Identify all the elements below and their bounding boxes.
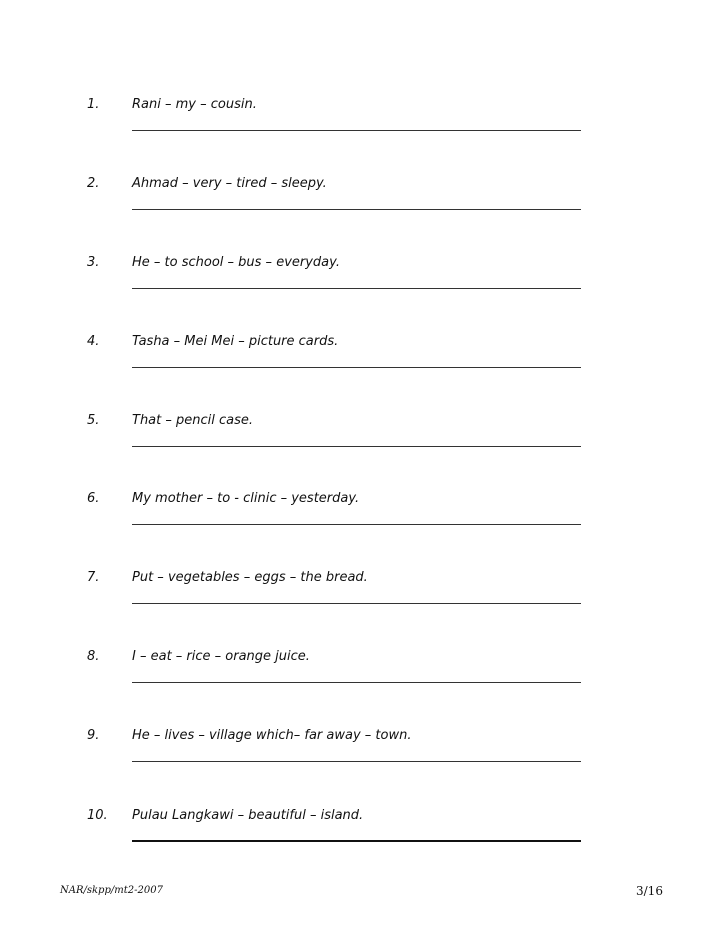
question-text: I – eat – rice – orange juice. xyxy=(132,649,310,664)
question-number: 10. xyxy=(87,808,108,823)
answer-line[interactable] xyxy=(132,130,581,131)
question-item xyxy=(0,649,728,709)
question-number: 4. xyxy=(87,334,100,349)
question-number: 7. xyxy=(87,570,100,585)
question-text: Tasha – Mei Mei – picture cards. xyxy=(132,334,339,349)
answer-line[interactable] xyxy=(132,446,581,447)
question-item xyxy=(0,808,728,868)
answer-line[interactable] xyxy=(132,603,581,604)
question-number: 2. xyxy=(87,176,100,191)
question-number: 3. xyxy=(87,255,100,270)
answer-line[interactable] xyxy=(132,682,581,683)
question-number: 9. xyxy=(87,728,100,743)
question-item xyxy=(0,491,728,551)
question-text: That – pencil case. xyxy=(132,413,254,428)
question-text: Pulau Langkawi – beautiful – island. xyxy=(132,808,364,823)
question-number: 6. xyxy=(87,491,100,506)
question-number: 5. xyxy=(87,413,100,428)
answer-line[interactable] xyxy=(132,524,581,525)
question-text: Rani – my – cousin. xyxy=(132,97,257,112)
question-text: He – to school – bus – everyday. xyxy=(132,255,340,270)
question-text: He – lives – village which– far away – town. xyxy=(132,728,412,743)
question-item xyxy=(0,255,728,315)
question-text: My mother – to - clinic – yesterday. xyxy=(132,491,360,506)
answer-line[interactable] xyxy=(132,209,581,210)
document-code: NAR/skpp/mt2-2007 xyxy=(60,885,163,896)
answer-line[interactable] xyxy=(132,367,581,368)
question-item xyxy=(0,176,728,236)
question-item xyxy=(0,334,728,394)
page-number: 3/16 xyxy=(636,884,663,898)
answer-line[interactable] xyxy=(132,288,581,289)
question-item xyxy=(0,570,728,630)
question-item xyxy=(0,413,728,473)
answer-line[interactable] xyxy=(132,761,581,762)
answer-line[interactable] xyxy=(132,840,581,842)
question-item xyxy=(0,97,728,157)
question-text: Put – vegetables – eggs – the bread. xyxy=(132,570,368,585)
question-item xyxy=(0,728,728,788)
question-number: 1. xyxy=(87,97,100,112)
question-number: 8. xyxy=(87,649,100,664)
question-text: Ahmad – very – tired – sleepy. xyxy=(132,176,327,191)
